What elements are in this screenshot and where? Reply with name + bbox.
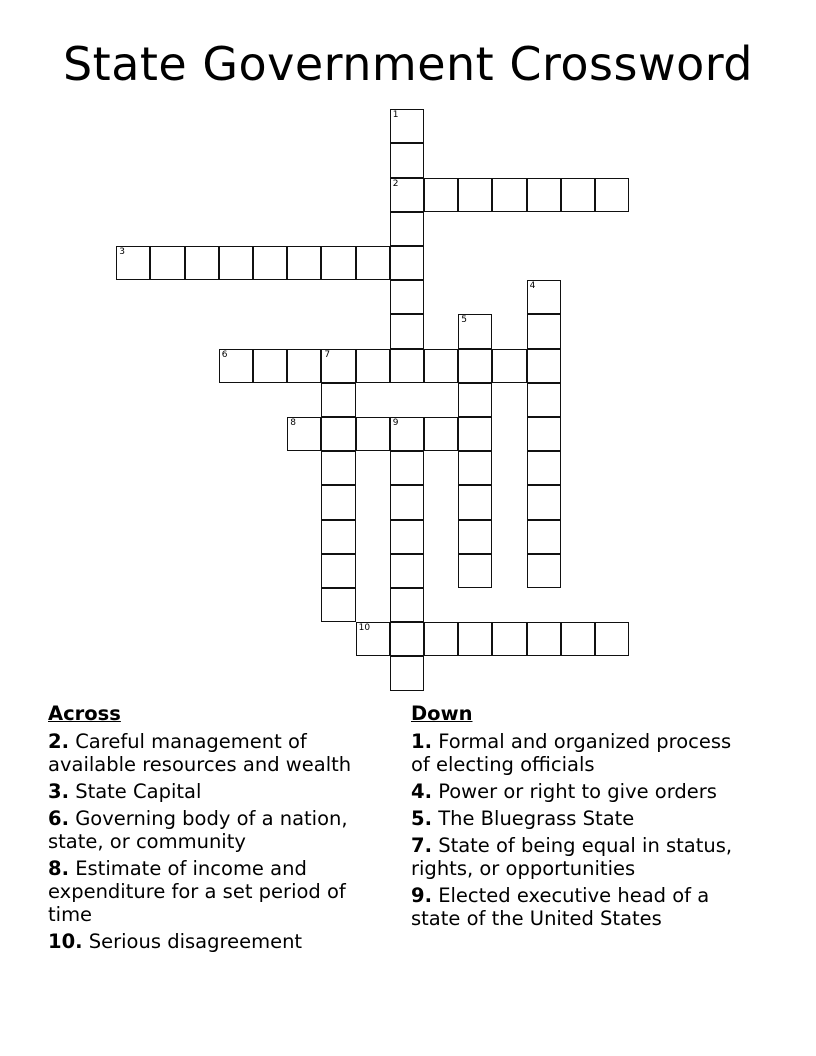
cell-number: 1 xyxy=(392,110,399,121)
crossword-cell[interactable] xyxy=(390,349,424,383)
clue-text: Governing body of a nation, state, or community xyxy=(48,807,348,853)
crossword-cell[interactable] xyxy=(390,588,424,622)
crossword-cell[interactable] xyxy=(527,417,561,451)
crossword-cell[interactable] xyxy=(390,246,424,280)
crossword-cell[interactable] xyxy=(390,554,424,588)
crossword-cell[interactable] xyxy=(356,246,390,280)
clue-down-5 xyxy=(411,807,756,830)
clue-down-1 xyxy=(411,730,756,776)
crossword-cell[interactable] xyxy=(390,485,424,519)
crossword-cell[interactable] xyxy=(424,178,458,212)
crossword-cell[interactable] xyxy=(527,178,561,212)
crossword-cell[interactable] xyxy=(424,417,458,451)
crossword-cell[interactable] xyxy=(458,485,492,519)
crossword-cell[interactable] xyxy=(390,178,424,212)
crossword-cell[interactable] xyxy=(219,349,253,383)
across-clues xyxy=(48,702,393,957)
clue-across-3 xyxy=(48,780,393,803)
cell-number: 4 xyxy=(529,281,536,292)
crossword-cell[interactable] xyxy=(458,554,492,588)
crossword-cell[interactable] xyxy=(219,246,253,280)
clue-across-2 xyxy=(48,730,393,776)
crossword-cell[interactable] xyxy=(321,485,355,519)
crossword-cell[interactable] xyxy=(116,246,150,280)
clue-down-4 xyxy=(411,780,756,803)
crossword-cell[interactable] xyxy=(390,314,424,348)
clue-number: 2. xyxy=(48,730,69,753)
crossword-cell[interactable] xyxy=(321,554,355,588)
cell-number: 7 xyxy=(324,349,331,360)
crossword-cell[interactable] xyxy=(595,622,629,656)
cell-number: 2 xyxy=(392,178,399,189)
crossword-cell[interactable] xyxy=(458,178,492,212)
crossword-cell[interactable] xyxy=(458,451,492,485)
down-heading: Down xyxy=(411,702,473,725)
clue-across-10 xyxy=(48,930,393,953)
crossword-cell[interactable] xyxy=(424,622,458,656)
crossword-cell[interactable] xyxy=(492,349,526,383)
crossword-cell[interactable] xyxy=(321,383,355,417)
clue-text: Formal and organized process of electing officials xyxy=(411,730,732,776)
clue-text: The Bluegrass State xyxy=(438,807,635,830)
crossword-cell[interactable] xyxy=(390,451,424,485)
crossword-cell[interactable] xyxy=(458,349,492,383)
crossword-cell[interactable] xyxy=(185,246,219,280)
clue-text: Careful management of available resources and wealth xyxy=(48,730,352,776)
crossword-cell[interactable] xyxy=(321,588,355,622)
crossword-cell[interactable] xyxy=(492,178,526,212)
crossword-cell[interactable] xyxy=(356,417,390,451)
crossword-cell[interactable] xyxy=(458,383,492,417)
crossword-cell[interactable] xyxy=(321,246,355,280)
crossword-cell[interactable] xyxy=(390,656,424,690)
clue-text: Power or right to give orders xyxy=(438,780,717,803)
clue-number: 3. xyxy=(48,780,69,803)
clue-number: 10. xyxy=(48,930,83,953)
crossword-cell[interactable] xyxy=(561,622,595,656)
crossword-cell[interactable] xyxy=(287,246,321,280)
clue-across-8 xyxy=(48,857,393,926)
clue-down-7 xyxy=(411,834,756,880)
clue-across-6 xyxy=(48,807,393,853)
crossword-cell[interactable] xyxy=(253,246,287,280)
cell-number: 5 xyxy=(461,315,467,326)
crossword-cell[interactable] xyxy=(321,349,355,383)
crossword-cell[interactable] xyxy=(527,554,561,588)
crossword-cell[interactable] xyxy=(595,178,629,212)
crossword-cell[interactable] xyxy=(492,622,526,656)
crossword-cell[interactable] xyxy=(527,383,561,417)
across-heading: Across xyxy=(48,702,121,725)
crossword-cell[interactable] xyxy=(390,212,424,246)
crossword-cell[interactable] xyxy=(527,349,561,383)
crossword-cell[interactable] xyxy=(390,520,424,554)
crossword-cell[interactable] xyxy=(458,417,492,451)
cell-number: 8 xyxy=(290,418,296,428)
cell-number: 10 xyxy=(358,623,371,634)
down-clues xyxy=(411,702,756,934)
clue-text: Elected executive head of a state of the United States xyxy=(411,884,710,930)
crossword-cell[interactable] xyxy=(390,109,424,143)
cell-number: 9 xyxy=(392,418,399,428)
clue-number: 9. xyxy=(411,884,432,907)
crossword-cell[interactable] xyxy=(527,314,561,348)
clue-number: 4. xyxy=(411,780,432,803)
crossword-cell[interactable] xyxy=(287,417,321,451)
crossword-cell[interactable] xyxy=(458,314,492,348)
crossword-cell[interactable] xyxy=(390,280,424,314)
crossword-cell[interactable] xyxy=(321,520,355,554)
crossword-cell[interactable] xyxy=(527,485,561,519)
crossword-cell[interactable] xyxy=(253,349,287,383)
clue-number: 6. xyxy=(48,807,69,830)
crossword-cell[interactable] xyxy=(287,349,321,383)
crossword-cell[interactable] xyxy=(561,178,595,212)
crossword-cell[interactable] xyxy=(527,622,561,656)
crossword-cell[interactable] xyxy=(150,246,184,280)
crossword-cell[interactable] xyxy=(527,520,561,554)
clue-text: Estimate of income and expenditure for a set period of time xyxy=(48,857,346,926)
crossword-cell[interactable] xyxy=(321,417,355,451)
page-title: State Government Crossword xyxy=(62,37,754,91)
crossword-cell[interactable] xyxy=(458,520,492,554)
crossword-cell[interactable] xyxy=(527,280,561,314)
cell-number: 6 xyxy=(221,349,228,360)
crossword-cell[interactable] xyxy=(356,349,390,383)
clue-number: 5. xyxy=(411,807,432,830)
crossword-cell[interactable] xyxy=(424,349,458,383)
crossword-cell[interactable] xyxy=(458,622,492,656)
crossword-cell[interactable] xyxy=(356,622,390,656)
clue-text: State of being equal in status, rights, or opportunities xyxy=(411,834,733,880)
clue-number: 8. xyxy=(48,857,69,880)
crossword-cell[interactable] xyxy=(321,451,355,485)
crossword-cell[interactable] xyxy=(390,622,424,656)
clue-number: 1. xyxy=(411,730,432,753)
clue-down-9 xyxy=(411,884,756,930)
clue-number: 7. xyxy=(411,834,432,857)
clue-text: Serious disagreement xyxy=(88,930,303,953)
clue-text: State Capital xyxy=(75,780,202,803)
crossword-cell[interactable] xyxy=(390,417,424,451)
crossword-cell[interactable] xyxy=(527,451,561,485)
cell-number: 3 xyxy=(119,247,125,257)
crossword-cell[interactable] xyxy=(390,143,424,177)
